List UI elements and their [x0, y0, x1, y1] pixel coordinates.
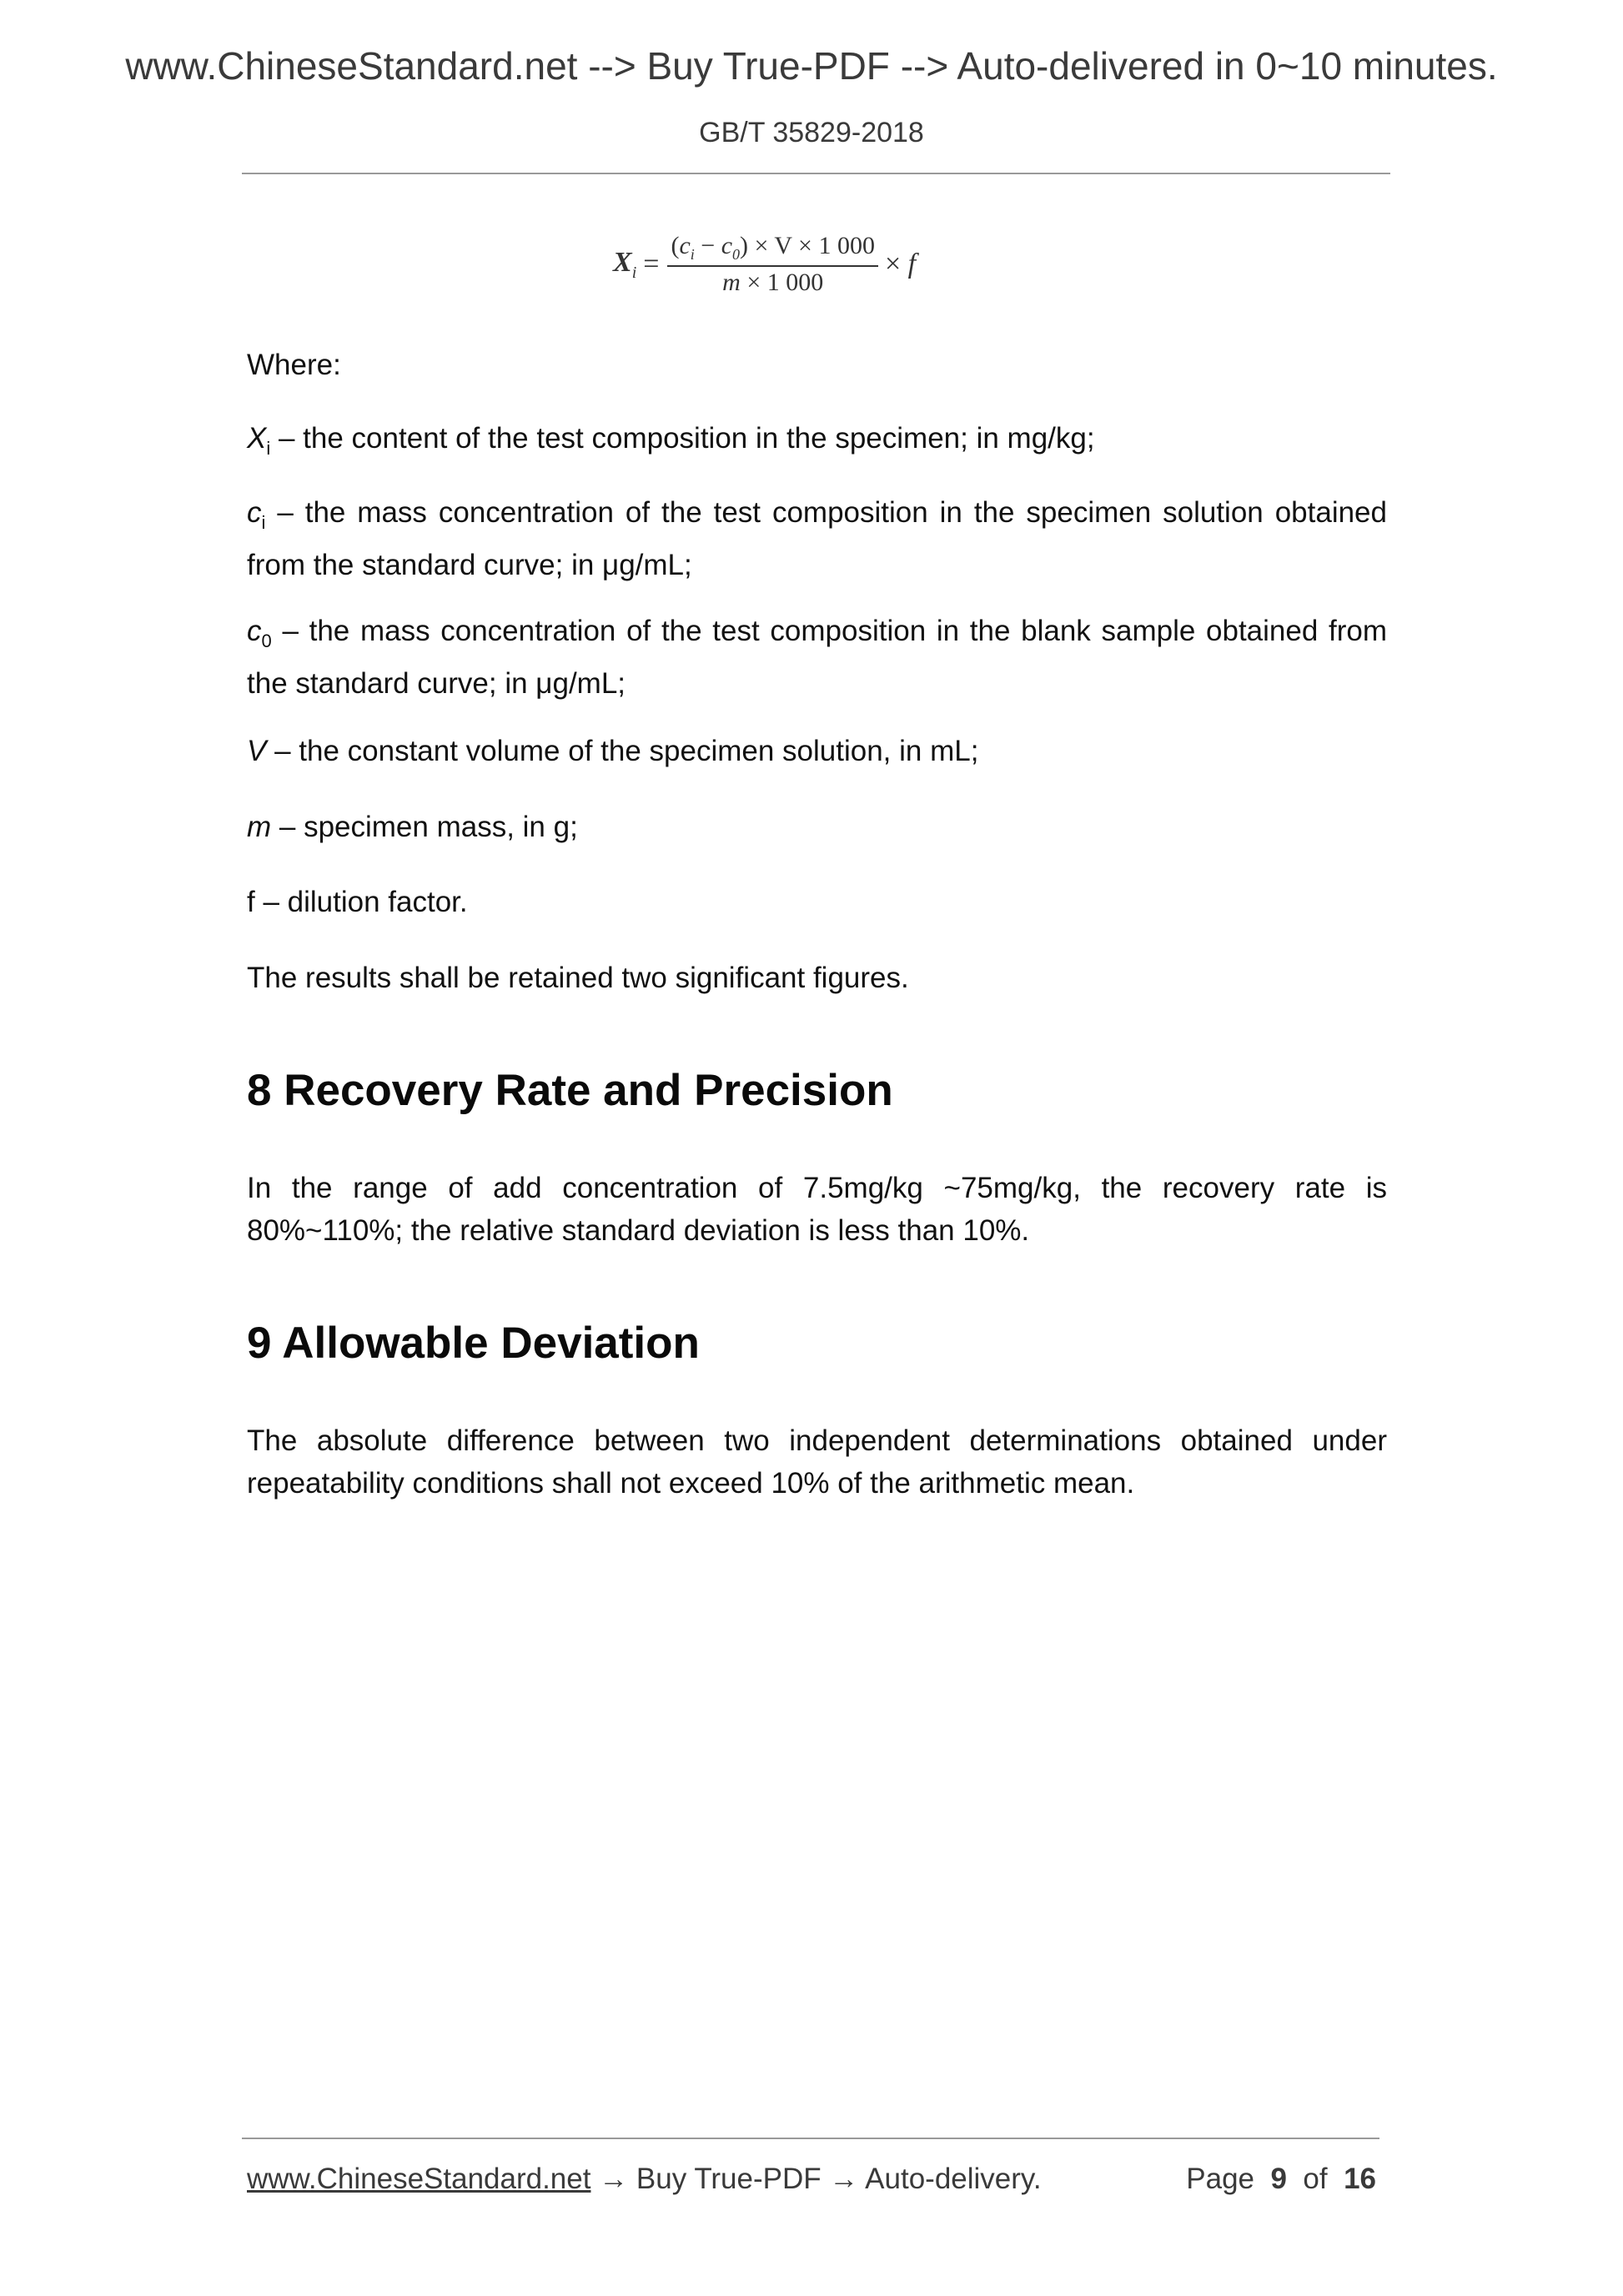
formula [613, 232, 916, 297]
section-heading-9: 9 Allowable Deviation [247, 1319, 700, 1368]
definition-c0: $c_0$ – the mass concentration of the test composition in the blank sample obtained from the standard curve; in μg/mL; [247, 615, 1387, 700]
footer-left [247, 2163, 1042, 2196]
formula-equals: = [643, 249, 660, 279]
footer-tagline: → Buy True-PDF → Auto-delivery. [590, 2163, 1042, 2195]
footer-site-link[interactable]: www.ChineseStandard.net [247, 2163, 591, 2195]
site-banner: www.ChineseStandard.net --> Buy True-PDF --> Auto-delivered in 0~10 minutes. [125, 44, 1498, 88]
footer-divider [242, 2138, 1379, 2139]
page-indicator: Page 9 of 16 [1186, 2163, 1376, 2195]
header-divider [242, 173, 1390, 174]
definition-ci: $c_i$ – the mass concentration of the test composition in the specimen solution obtained from the standard curve; in μg/mL; [247, 496, 1387, 581]
formula-denominator: m × 1 000 [722, 269, 824, 296]
where-label: Where: [247, 349, 341, 381]
definition-v: V – the constant volume of the specimen solution, in mL; [247, 735, 979, 767]
section-body-9: The absolute difference between two independent determinations obtained under repeatability conditions shall not exceed 10% of the arithmetic mean. [247, 1424, 1387, 1500]
definition-f: f – dilution factor. [247, 886, 468, 918]
page-footer [247, 2163, 1376, 2196]
section-body-8: In the range of add concentration of 7.5mg/kg ~75mg/kg, the recovery rate is 80%~110%; the relative standard deviation is less than 10%. [247, 1172, 1387, 1247]
page-total: 16 [1344, 2163, 1376, 2195]
formula-lhs: $X_i$ [613, 246, 637, 282]
formula-factor: × f [884, 249, 917, 279]
definition-m: m – specimen mass, in g; [247, 811, 578, 843]
definition-xi: $X_i$ – the content of the test composition in the specimen; in mg/kg; [247, 422, 1095, 459]
formula-numerator: $(c_i - c_0) \times V \times 1$ 000 [667, 232, 878, 267]
section-heading-8: 8 Recovery Rate and Precision [247, 1066, 893, 1115]
standard-code: GB/T 35829-2018 [699, 117, 924, 148]
formula-fraction [667, 232, 878, 297]
page-number: 9 [1270, 2163, 1287, 2195]
result-note: The results shall be retained two significant figures. [247, 962, 909, 994]
